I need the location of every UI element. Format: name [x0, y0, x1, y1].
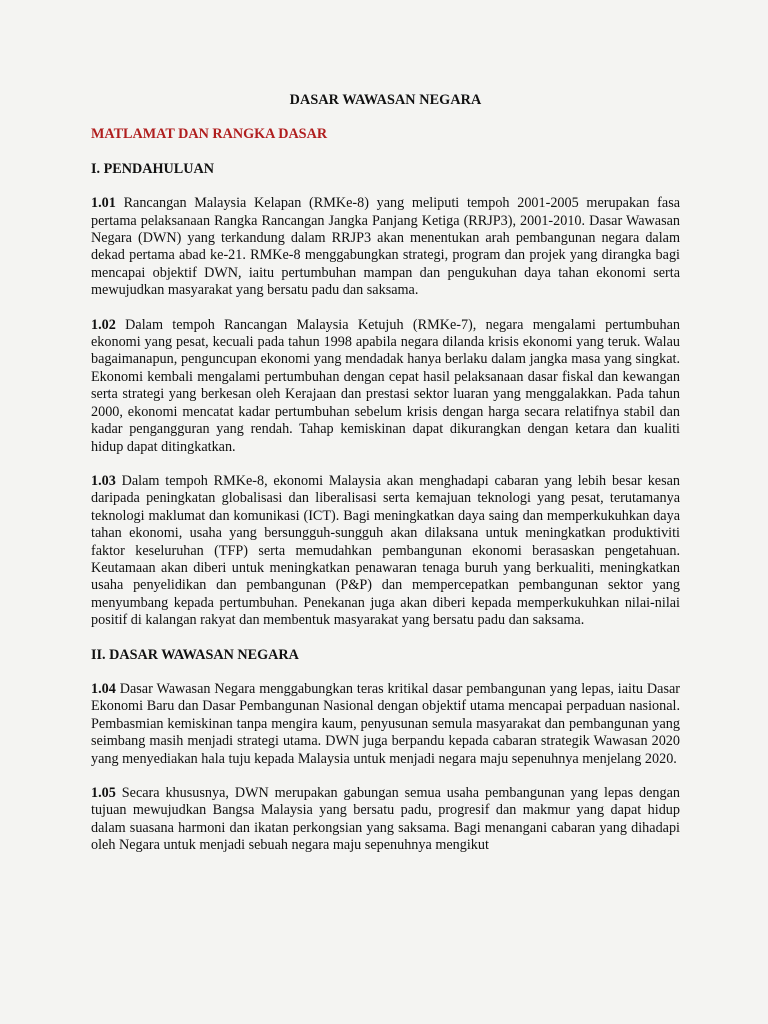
paragraph-number: 1.02 — [91, 316, 116, 333]
section-pendahuluan — [91, 161, 680, 630]
paragraph-1-05 — [91, 785, 680, 855]
paragraph-number: 1.01 — [91, 195, 116, 212]
paragraph-text: Dalam tempoh Rancangan Malaysia Ketujuh (RMKe-7), negara mengalami pertumbuhan ekonomi yang pesat, kecuali pada tahun 1998 apabila negara dilanda krisis ekonomi yang teruk. Walau bagaimanapun, penguncupan ekonomi yang mendadak hanya berlaku dalam jangka masa yang singkat. Ekonomi kembali mengalami pertumbuhan dengan cepat hasil pelaksanaan dasar fiskal dan kewangan serta strategi yang berkesan oleh Kerajaan dan prestasi sektor luaran yang menggalakkan. Pada tahun 2000, ekonomi mencatat kadar pertumbuhan sebelum krisis dengan harga secara relatifnya stabil dan kadar pengangguran yang rendah. Tahap kemiskinan dapat dikurangkan dengan ketara dan kualiti hidup dapat ditingkatkan. — [91, 316, 680, 455]
paragraph-text: Dalam tempoh RMKe-8, ekonomi Malaysia akan menghadapi cabaran yang lebih besar kesan daripada peningkatan globalisasi dan liberalisasi serta kemajuan teknologi yang pesat, terutamanya teknologi maklumat dan komunikasi (ICT). Bagi meningkatkan daya saing dan memperkukuhkan daya tahan ekonomi, usaha yang bersungguh-sungguh akan dilaksana untuk meningkatkan produktiviti faktor keseluruhan (TFP) serta memudahkan pembangunan ekonomi berasaskan pengetahuan. Keutamaan akan diberi untuk meningkatkan penawaran tenaga buruh yang berkualiti, meningkatkan usaha penyelidikan dan pembangunan (P&P) dan mempercepatkan pembangunan sektor yang menyumbang kepada pertumbuhan. Penekanan juga akan diberi kepada memperkukuhkan nilai-nilai positif di kalangan rakyat dan membentuk masyarakat yang bersatu padu dan saksama. — [91, 472, 680, 629]
section-heading: II. DASAR WAWASAN NEGARA — [91, 646, 299, 663]
paragraph-number: 1.04 — [91, 680, 116, 697]
paragraph-1-04 — [91, 681, 680, 768]
paragraph-1-02 — [91, 317, 680, 456]
paragraph-1-03 — [91, 473, 680, 630]
paragraph-text: Secara khususnya, DWN merupakan gabungan semua usaha pembangunan yang lepas dengan tujuan mewujudkan Bangsa Malaysia yang bersatu padu, progresif dan makmur yang dapat hidup dalam suasana harmoni dan ikatan perkongsian yang saksama. Bagi menangani cabaran yang dihadapi oleh Negara untuk menjadi sebuah negara maju sepenuhnya mengikut — [91, 785, 681, 854]
paragraph-1-01 — [91, 195, 680, 299]
document-content — [91, 92, 680, 872]
document-subtitle: MATLAMAT DAN RANGKA DASAR — [91, 126, 328, 143]
paragraph-text: Rancangan Malaysia Kelapan (RMKe-8) yang meliputi tempoh 2001-2005 merupakan fasa pertama pelaksanaan Rangka Rancangan Jangka Panjang Ketiga (RRJP3), 2001-2010. Dasar Wawasan Negara (DWN) yang terkandung dalam RRJP3 akan menentukan arah pembangunan negara dalam dekad pertama abad ke-21. RMKe-8 menggabungkan strategi, program dan projek yang dirangka bagi mencapai objektif DWN, iaitu pertumbuhan mampan dan pengukuhan daya tahan ekonomi serta mewujudkan masyarakat yang bersatu padu dan saksama. — [91, 195, 681, 299]
paragraph-number: 1.05 — [91, 785, 116, 801]
document-title: DASAR WAWASAN NEGARA — [289, 92, 482, 108]
paragraph-text: Dasar Wawasan Negara menggabungkan teras kritikal dasar pembangunan yang lepas, iaitu Dasar Ekonomi Baru dan Dasar Pembangunan Nasional dengan objektif utama mencapai perpaduan nasional. Pembasmian kemiskinan tanpa mengira kaum, penyusunan semula masyarakat dan pembangunan yang seimbang masih menjadi strategi utama. DWN juga berpandu kepada cabaran strategik Wawasan 2020 yang menyediakan hala tuju kepada Malaysia untuk menjadi negara maju sepenuhnya menjelang 2020. — [91, 680, 681, 767]
section-dasar-wawasan-negara — [91, 647, 680, 855]
paragraph-number: 1.03 — [91, 472, 116, 489]
section-heading: I. PENDAHULUAN — [91, 160, 214, 177]
